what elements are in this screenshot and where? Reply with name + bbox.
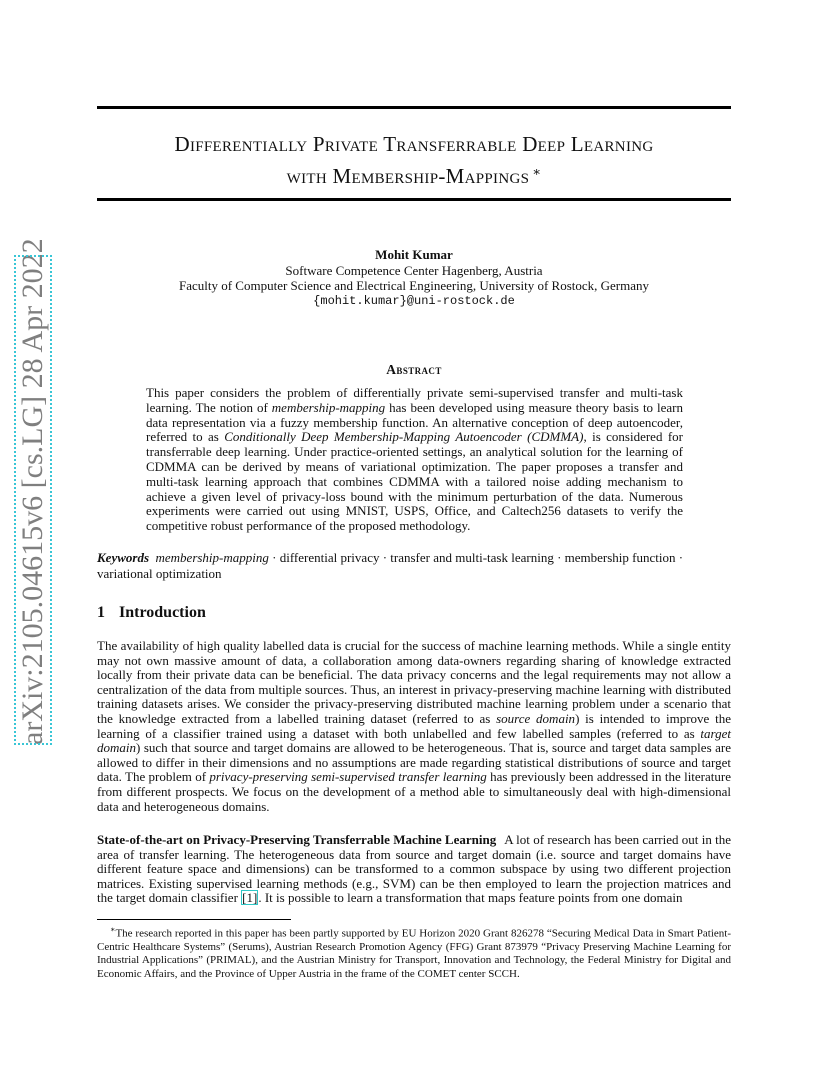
- intro-paragraph-2: [97, 833, 731, 906]
- section-title: Introduction: [119, 604, 206, 621]
- citation-link[interactable]: [1]: [242, 890, 258, 906]
- section-number: 1: [97, 604, 105, 621]
- footnote: [97, 923, 731, 981]
- footnote-text: The research reported in this paper has been partly supported by EU Horizon 2020 Grant 826278 “Securing Medical Data in Smart Patient-Centric Healthcare Systems” (Serums), Austrian Research Promotion Agency (FFG) Grant 873979 “Privacy Preserving Machine Learning for Industrial Applications” (PRIMAL), and the Austrian Ministry for Transport, Innovation and Technology, the Federal Ministry for Digital and Economic Affairs, and the Province of Upper Austria in the frame of the COMET center SCCH.: [97, 927, 731, 980]
- footnote-mark: ∗: [110, 925, 116, 934]
- author-affiliation-2: Faculty of Computer Science and Electrical Engineering, University of Rostock, Germany: [178, 278, 650, 293]
- keyword-1: membership-mapping: [155, 550, 269, 565]
- p1-text-1: The availability of high quality labelled data is crucial for the success of machine learning methods. While a single entity may not own massive amount of data, a collaboration among data-owners regarding sharing of knowledge extracted locally from their private data can be beneficial. The data privacy concerns and the legal requirements may not allow a centralization of the data from multiple sources. Thus, an interest in privacy-preserving machine learning with distributed training datasets arises. We consider the privacy-preserving distributed machine learning problem under a scenario that the knowledge extracted from a labelled training dataset (referred to as: [97, 638, 731, 726]
- p2-text-2: . It is possible to learn a transformation that maps feature points from one domain: [258, 890, 683, 906]
- title-line-2-text: with Membership-Mappings: [286, 164, 530, 188]
- p1-text-2: ) is intended to improve the learning of a classifier trained using a dataset with both unlabelled and few labelled samples (referred to as: [97, 710, 731, 741]
- p2-run-in-heading: State-of-the-art on Privacy-Preserving Transferrable Machine Learning: [97, 832, 497, 847]
- section-heading-introduction: [97, 604, 206, 622]
- abstract-heading: Abstract: [386, 362, 442, 377]
- author-name: Mohit Kumar: [375, 247, 453, 262]
- title-bottom-rule: [97, 198, 731, 201]
- author-email[interactable]: {mohit.kumar}@uni-rostock.de: [313, 293, 515, 308]
- title-footnote-mark[interactable]: ∗: [532, 164, 542, 179]
- intro-paragraph-1: [97, 639, 731, 814]
- p1-emphasis-2: target domain: [97, 725, 731, 756]
- abstract-body: [146, 386, 683, 534]
- footnote-rule: [97, 919, 291, 920]
- keywords-label: Keywords: [97, 550, 149, 565]
- keywords: [97, 550, 731, 581]
- p1-emphasis-3: privacy-preserving semi-supervised transfer learning: [209, 769, 487, 785]
- abstract-text-1: This paper considers the problem of differentially private semi-supervised transfer and multi-task learning. The notion of: [146, 385, 683, 415]
- arxiv-identifier-link[interactable]: arXiv:2105.04615v6 [cs.LG] 28 Apr 2022: [14, 255, 52, 745]
- abstract-text-3: , is considered for transferrable deep learning. Under practice-oriented settings, an analytical solution for the learning of CDMMA can be derived by means of variational optimization. The paper proposes a transfer and multi-task learning approach that combines CDMMA with a tailored noise adding mechanism to achieve a given level of privacy-loss bound with the minimum perturbation of the data. Numerous experiments were carried out using MNIST, USPS, Office, and Caltech256 datasets to verify the competitive robust performance of the proposed methodology.: [146, 429, 683, 534]
- p1-emphasis-1: source domain: [496, 710, 576, 726]
- title-top-rule: [97, 106, 731, 109]
- p2-text-1: A lot of research has been carried out in the area of transfer learning. The heterogeneous data from source and target domain (i.e. source and target domains have different feature space and dimensions) can be transformed to a common subspace by using two different projection matrices. Existing supervised learning methods (e.g., SVM) can be then employed to learn the projection matrices and the target domain classifier: [97, 832, 732, 906]
- title-line-2: [97, 158, 731, 190]
- abstract-emphasis-1: membership-mapping: [271, 399, 386, 415]
- abstract-text-2: has been developed using measure theory basis to learn data representation via a fuzzy membership function. An alternative conception of deep autoencoder, referred to as: [146, 399, 684, 445]
- keywords-rest: · differential privacy · transfer and multi-task learning · membership function · variational optimization: [97, 550, 684, 581]
- author-affiliation-1: Software Competence Center Hagenberg, Austria: [285, 262, 543, 278]
- p1-text-4: has previously been addressed in the literature from different prospects. We focus on the development of a method able to simultaneously deal with high-dimensional data and heterogeneous domains.: [97, 769, 731, 814]
- title-line-1: Differentially Private Transferrable Deep Learning: [174, 132, 654, 156]
- abstract-emphasis-2: Conditionally Deep Membership-Mapping Autoencoder (CDMMA): [224, 429, 584, 445]
- p1-text-3: ) such that source and target domains are allowed to be heterogeneous. That is, source and target data samples are allowed to differ in their dimensions and no assumptions are made regarding statistical distributions of source and target data. The problem of: [97, 740, 731, 785]
- paper-title: [97, 130, 731, 190]
- author-block: [97, 247, 731, 309]
